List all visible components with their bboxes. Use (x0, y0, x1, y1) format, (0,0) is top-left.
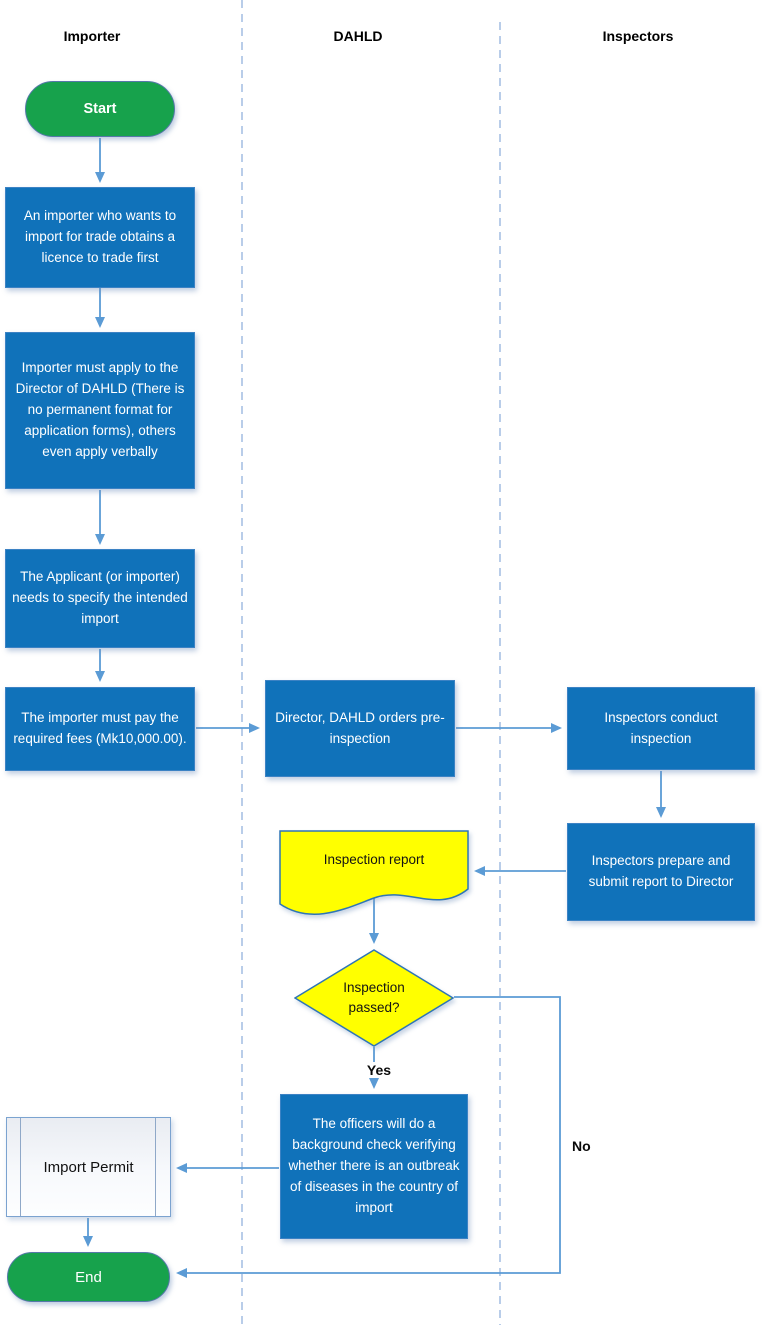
end-terminator: End (7, 1252, 170, 1302)
decision-inspection-passed (294, 949, 454, 1047)
process-pay-fees: The importer must pay the required fees (Mk10,000.00). (5, 687, 195, 771)
start-terminator: Start (25, 81, 175, 137)
process-obtain-licence: An importer who wants to import for trade obtains a licence to trade first (5, 187, 195, 288)
document-label: Inspection report (323, 851, 425, 867)
lane-header-inspectors: Inspectors (602, 28, 674, 44)
process-apply-director: Importer must apply to the Director of DAHLD (There is no permanent format for application forms), others even apply verbally (5, 332, 195, 489)
lane-header-importer: Importer (63, 28, 121, 44)
predefined-import-permit: Import Permit (6, 1117, 171, 1217)
process-prepare-report: Inspectors prepare and submit report to Director (567, 823, 755, 921)
process-background-check: The officers will do a background check verifying whether there is an outbreak of diseases in the country of import (280, 1094, 468, 1239)
lane-header-dahld: DAHLD (333, 28, 383, 44)
process-conduct-inspection: Inspectors conduct inspection (567, 687, 755, 770)
edge-label-yes: Yes (356, 1062, 402, 1078)
decision-label: Inspection passed? (343, 979, 405, 1015)
edge-label-no: No (572, 1138, 591, 1154)
process-order-preinspection: Director, DAHLD orders pre-inspection (265, 680, 455, 777)
document-inspection-report (279, 830, 469, 918)
process-specify-import: The Applicant (or importer) needs to specify the intended import (5, 549, 195, 648)
